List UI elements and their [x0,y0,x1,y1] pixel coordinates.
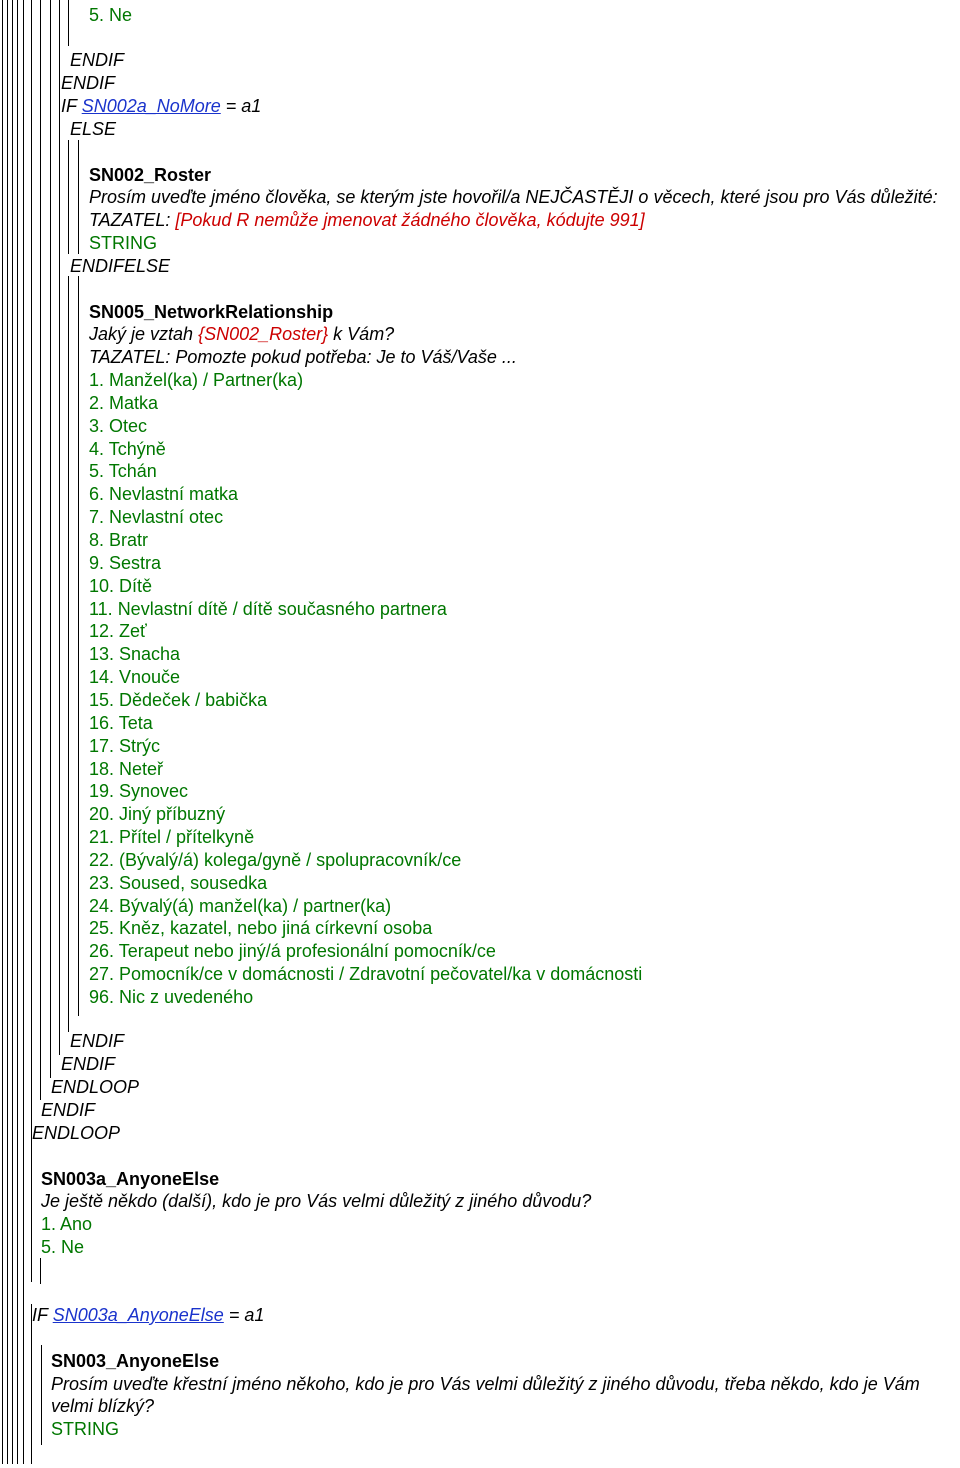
endloop-keyword: ENDLOOP [32,1123,121,1143]
instruction-prefix: TAZATEL: [89,210,171,230]
answer-option: 20. Jiný příbuzný [89,804,226,825]
answer-option: 6. Nevlastní matka [89,484,239,505]
question-text: Prosím uveďte jméno člověka, se kterým jste hovořil/a NEJČASTĚJI o věcech, které jsou pro Vás důležité: [89,187,938,207]
nesting-bar [31,1304,32,1464]
answer-option: 18. Neteř [89,758,164,779]
answer-option: 1. Manžel(ka) / Partner(ka) [89,370,304,390]
nesting-bar [68,140,69,254]
nesting-bar [40,1258,41,1284]
answer-type: STRING [51,1419,120,1439]
answer-option: 5. Ne [41,1237,85,1257]
nesting-bar [78,276,79,1016]
question-fill: {SN002_Roster} [198,324,329,344]
endif-keyword: ENDIF [61,1054,115,1074]
answer-option: 26. Terapeut nebo jiný/á profesionální pomocník/ce [89,941,496,962]
option-text: 5. Ne [89,5,133,25]
answer-option: 27. Pomocník/ce v domácnosti / Zdravotní pečovatel/ka v domácnosti [89,964,643,985]
nesting-bar [7,0,8,1464]
endifelse-keyword: ENDIFELSE [70,256,171,276]
answer-option: 19. Synovec [89,781,189,802]
answer-option: 10. Dítě [89,575,153,596]
answer-option: 4. Tchýně [89,438,166,459]
question-name: SN003a_AnyoneElse [41,1169,220,1189]
endif-keyword: ENDIF [41,1100,95,1120]
endloop-keyword: ENDLOOP [51,1077,140,1097]
nesting-bar [2,0,3,1464]
answer-option: 12. Zeť [89,621,147,642]
answer-option: 11. Nevlastní dítě / dítě současného partnera [89,598,447,619]
answer-option: 24. Bývalý(á) manžel(ka) / partner(ka) [89,895,392,916]
interviewer-instruction: TAZATEL: Pomozte pokud potřeba: Je to Váš/Vaše ... [89,347,517,367]
nesting-bar [23,0,24,1464]
question-text: Je ještě někdo (další), kdo je pro Vás velmi důležitý z jiného důvodu? [41,1191,592,1211]
if-keyword: IF [32,1305,48,1325]
answer-option: 25. Kněz, kazatel, nebo jiná církevní osoba [89,918,433,939]
if-operator: = a1 [225,96,262,116]
interviewer-instruction [89,209,645,231]
answer-option: 14. Vnouče [89,667,181,687]
answer-option: 96. Nic z uvedeného [89,987,254,1007]
answer-option: 9. Sestra [89,552,162,573]
if-keyword: IF [61,96,77,116]
nesting-bar [78,140,79,254]
question-text: Prosím uveďte křestní jméno někoho, kdo je pro Vás velmi důležitý z jiného důvodu, třeba někdo, kdo je Vám velmi blízký? [51,1374,920,1416]
answer-option: 21. Přítel / přítelkyně [89,827,255,847]
answer-option: 5. Tchán [89,461,157,482]
answer-option: 16. Teta [89,712,153,733]
if-condition [32,1304,264,1326]
answer-option: 15. Dědeček / babička [89,689,268,710]
variable-link[interactable]: SN002a_NoMore [81,96,221,116]
question-text [89,323,394,345]
nesting-bar [12,0,13,1464]
if-operator: = a1 [228,1305,265,1325]
instruction-text: [Pokud R nemůže jmenovat žádného člověka, kódujte 991] [175,210,645,230]
question-prefix: Jaký je vztah [89,324,194,344]
answer-option: 23. Soused, sousedka [89,872,268,893]
answer-type: STRING [89,233,158,253]
question-suffix: k Vám? [333,324,395,344]
answer-option: 7. Nevlastní otec [89,507,224,528]
nesting-bar [68,276,69,1032]
endif-keyword: ENDIF [61,73,115,93]
endif-keyword: ENDIF [70,50,124,70]
nesting-bar [17,0,18,1464]
if-condition [61,95,261,117]
variable-link[interactable]: SN003a_AnyoneElse [52,1305,224,1325]
nesting-bar [59,0,60,1055]
nesting-bar [40,0,41,1100]
nesting-bar [68,0,69,46]
question-name: SN002_Roster [89,165,212,185]
answer-option: 22. (Bývalý/á) kolega/gyně / spolupracovník/ce [89,849,462,870]
question-name: SN005_NetworkRelationship [89,302,334,322]
answer-option: 1. Ano [41,1214,93,1234]
answer-option: 8. Bratr [89,530,149,550]
else-keyword: ELSE [70,119,117,139]
answer-option: 17. Strýc [89,735,161,756]
nesting-bar [31,0,32,1282]
answer-option: 13. Snacha [89,644,181,665]
endif-keyword: ENDIF [70,1031,124,1051]
answer-option: 2. Matka [89,392,159,413]
answer-option: 3. Otec [89,415,148,436]
nesting-bar [50,0,51,1078]
nesting-bar [41,1345,42,1445]
question-name: SN003_AnyoneElse [51,1351,220,1371]
